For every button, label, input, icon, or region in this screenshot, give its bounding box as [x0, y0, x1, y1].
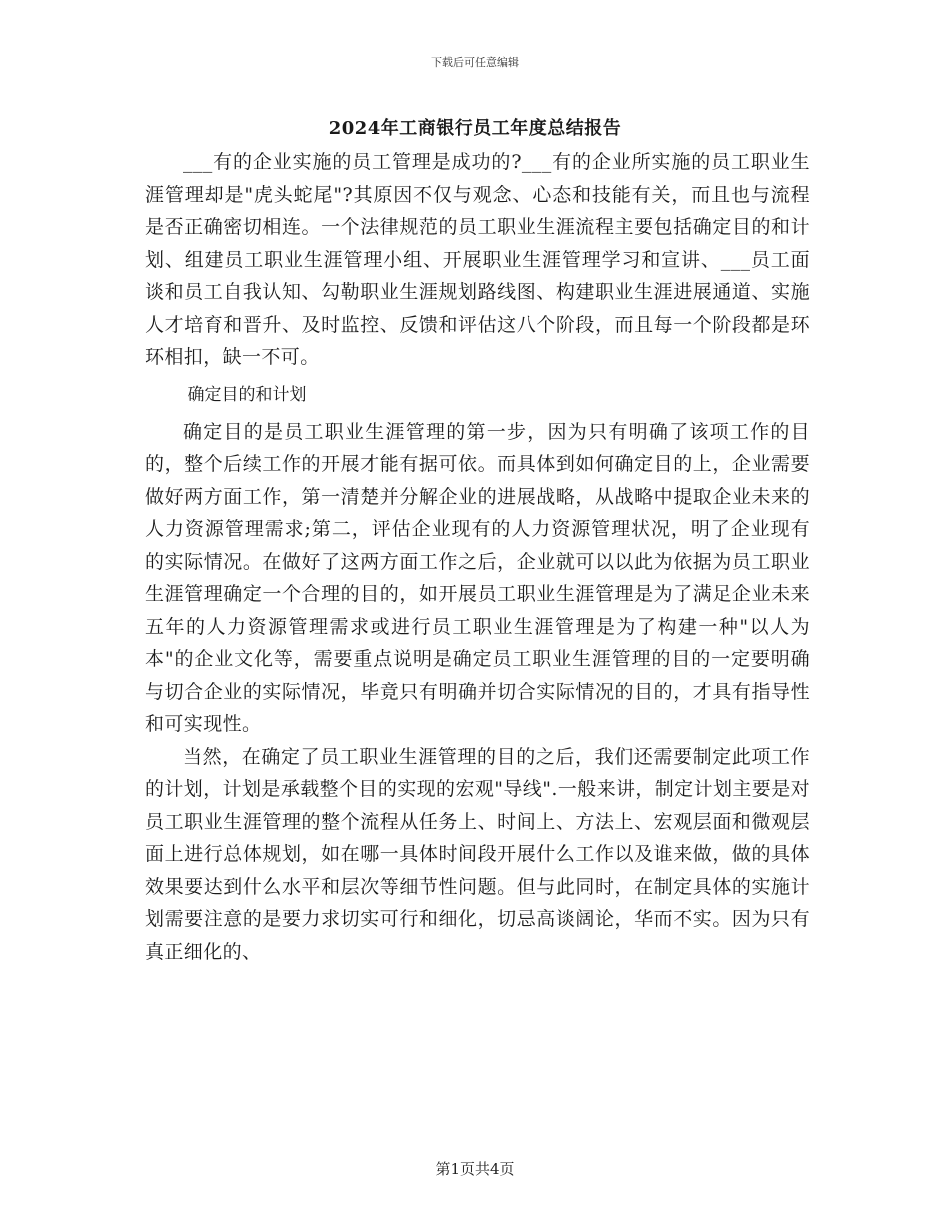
- page-number: 第1页共4页: [435, 1160, 515, 1178]
- paragraph-intro: ___有的企业实施的员工管理是成功的?___有的企业所实施的员工职业生涯管理却是"虎头蛇尾"?其原因不仅与观念、心态和技能有关，而且也与流程是否正确密切相连。一个法律规范的员工职业生涯流程主要包括确定目的和计划、组建员工职业生涯管理小组、开展职业生涯管理学习和宣讲、___员工面谈和员工自我认知、勾勒职业生涯规划路线图、构建职业生涯进展通道、实施人才培育和晋升、及时监控、反馈和评估这八个阶段，而且每一个阶段都是环环相扣，缺一不可。: [145, 151, 810, 368]
- header-note: 下载后可任意编辑: [431, 56, 519, 69]
- document-title: 2024年工商银行员工年度总结报告: [328, 118, 622, 139]
- document-body: [145, 146, 810, 968]
- paragraph-plan: 当然，在确定了员工职业生涯管理的目的之后，我们还需要制定此项工作的计划，计划是承载整个目的实现的宏观"导线".一般来讲，制定计划主要是对员工职业生涯管理的整个流程从任务上、时间上、方法上、宏观层面和微观层面上进行总体规划，如在哪一具体时间段开展什么工作以及谁来做，做的具体效果要达到什么水平和层次等细节性问题。但与此同时，在制定具体的实施计划需要注意的是要力求切实可行和细化，切忌高谈阔论，华而不实。因为只有真正细化的、: [145, 745, 810, 963]
- paragraph-goal: 确定目的是员工职业生涯管理的第一步，因为只有明确了该项工作的目的，整个后续工作的开展才能有据可依。而具体到如何确定目的上，企业需要做好两方面工作，第一清楚并分解企业的进展战略，从战略中提取企业未来的人力资源管理需求;第二，评估企业现有的人力资源管理状况，明了企业现有的实际情况。在做好了这两方面工作之后，企业就可以以此为依据为员工职业生涯管理确定一个合理的目的，如开展员工职业生涯管理是为了满足企业未来五年的人力资源管理需求或进行员工职业生涯管理是为了构建一种"以人为本"的企业文化等，需要重点说明是确定员工职业生涯管理的目的一定要明确与切合企业的实际情况，毕竟只有明确并切合实际情况的目的，才具有指导性和可实现性。: [145, 420, 810, 735]
- section-heading: 确定目的和计划: [187, 384, 307, 405]
